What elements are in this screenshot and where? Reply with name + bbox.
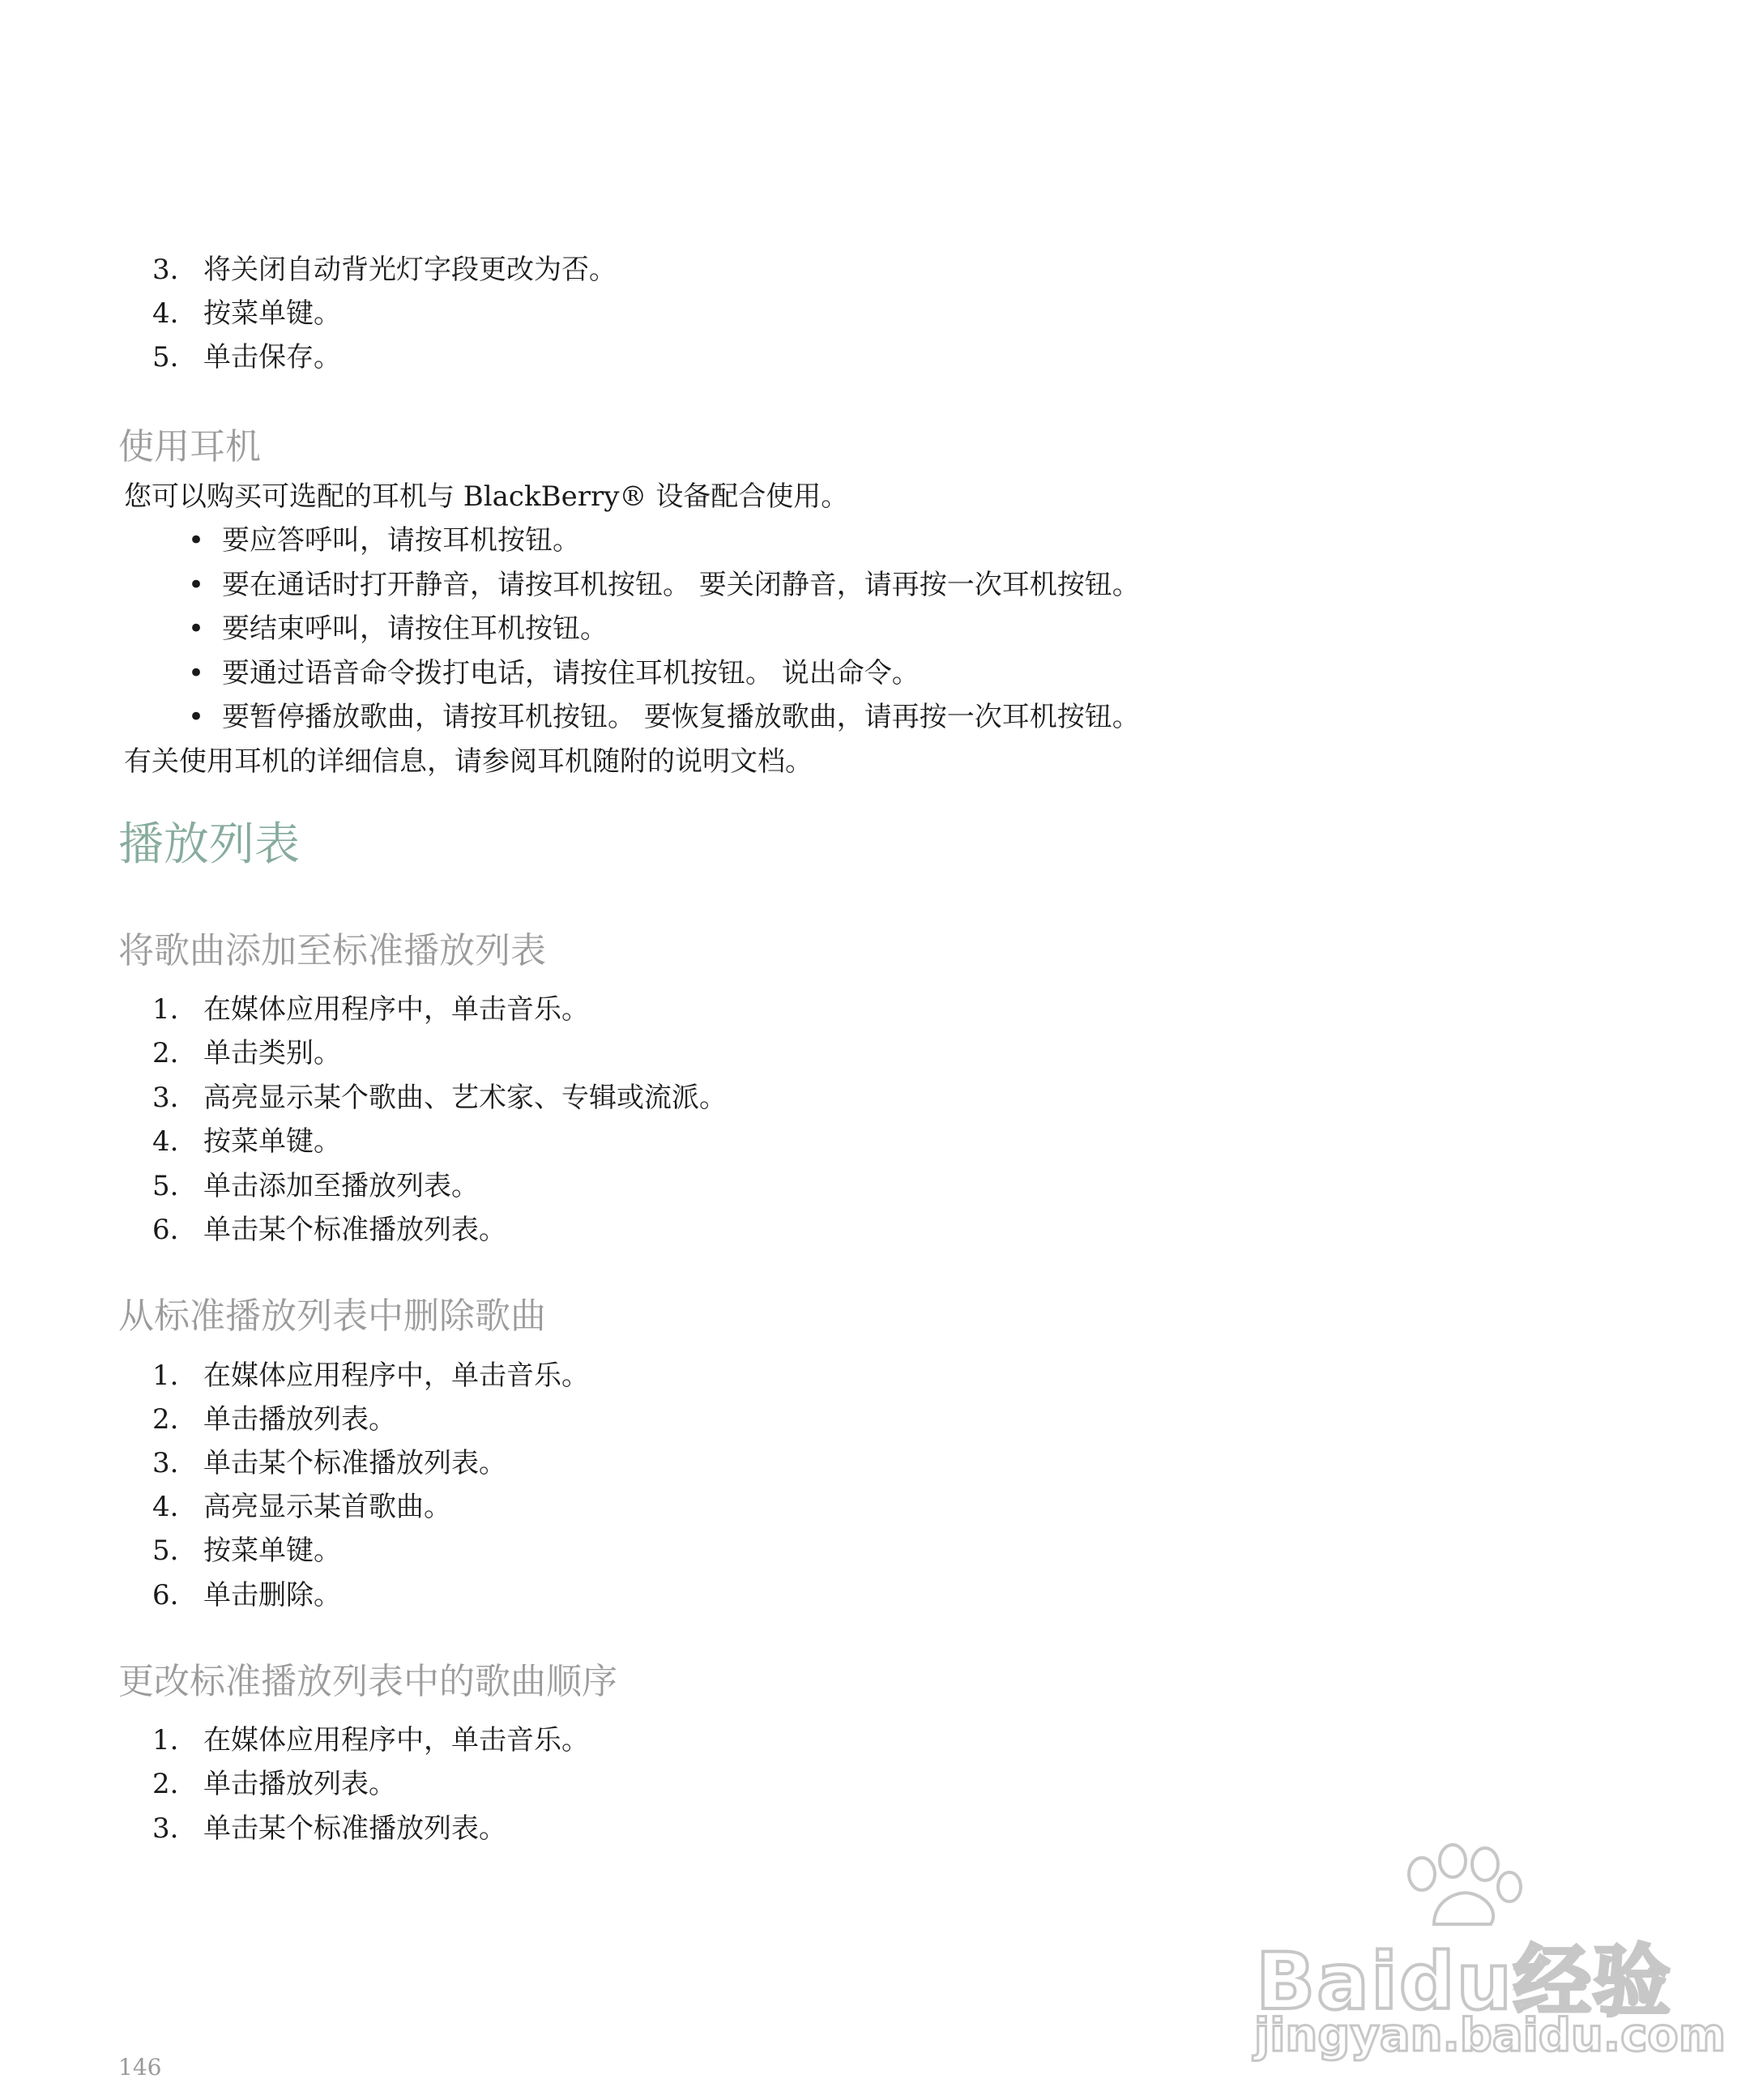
bullet-dot: • <box>188 701 205 733</box>
step-text: 单击播放列表。 <box>203 1768 396 1800</box>
page-number: 146 <box>118 2054 162 2081</box>
watermark-logo: Baidu经验 <box>1256 1936 1672 2027</box>
bullet-text: 要在通话时打开静音，请按耳机按钮。 要关闭静音，请再按一次耳机按钮。 <box>222 569 1140 601</box>
step-text: 高亮显示某首歌曲。 <box>203 1491 451 1523</box>
step-number: 3. <box>152 1082 179 1114</box>
paw-icon <box>1389 1843 1527 1932</box>
step-number: 5. <box>152 1534 179 1567</box>
bullet-text: 要通过语音命令拨打电话，请按住耳机按钮。 说出命令。 <box>222 657 920 689</box>
step-text: 将关闭自动背光灯字段更改为否。 <box>203 254 617 286</box>
watermark-url: jingyan.baidu.com <box>1254 2009 1727 2062</box>
section-heading-reorder: 更改标准播放列表中的歌曲顺序 <box>118 1661 617 1702</box>
step-number: 4. <box>152 297 179 330</box>
step-text: 单击某个标准播放列表。 <box>203 1812 506 1845</box>
step-text: 在媒体应用程序中，单击音乐。 <box>203 1724 589 1756</box>
bullet-text: 要暂停播放歌曲，请按耳机按钮。 要恢复播放歌曲，请再按一次耳机按钮。 <box>222 701 1140 733</box>
bullet-dot: • <box>188 612 205 645</box>
step-text: 按菜单键。 <box>203 1534 341 1567</box>
step-number: 6. <box>152 1579 179 1611</box>
step-number: 3. <box>152 254 179 286</box>
bullet-dot: • <box>188 569 205 601</box>
step-text: 单击播放列表。 <box>203 1403 396 1436</box>
step-number: 2. <box>152 1768 179 1800</box>
section-heading-add-song: 将歌曲添加至标准播放列表 <box>118 930 546 971</box>
step-text: 按菜单键。 <box>203 297 341 330</box>
chapter-heading-playlists: 播放列表 <box>118 818 300 871</box>
step-text: 高亮显示某个歌曲、艺术家、专辑或流派。 <box>203 1082 727 1114</box>
headset-intro: 您可以购买可选配的耳机与 BlackBerry® 设备配合使用。 <box>124 480 849 513</box>
step-number: 2. <box>152 1403 179 1436</box>
step-number: 5. <box>152 1170 179 1202</box>
bullet-text: 要结束呼叫，请按住耳机按钮。 <box>222 612 608 645</box>
step-text: 单击删除。 <box>203 1579 341 1611</box>
step-text: 单击某个标准播放列表。 <box>203 1214 506 1246</box>
step-text: 单击添加至播放列表。 <box>203 1170 479 1202</box>
step-text: 单击某个标准播放列表。 <box>203 1447 506 1479</box>
step-number: 4. <box>152 1125 179 1158</box>
bullet-dot: • <box>188 657 205 689</box>
step-number: 2. <box>152 1037 179 1069</box>
step-number: 1. <box>152 993 179 1026</box>
section-heading-headset: 使用耳机 <box>118 426 261 467</box>
step-number: 3. <box>152 1812 179 1845</box>
bullet-text: 要应答呼叫，请按耳机按钮。 <box>222 524 580 557</box>
step-number: 1. <box>152 1724 179 1756</box>
step-number: 6. <box>152 1214 179 1246</box>
step-text: 单击类别。 <box>203 1037 341 1069</box>
step-text: 按菜单键。 <box>203 1125 341 1158</box>
step-number: 4. <box>152 1491 179 1523</box>
step-number: 1. <box>152 1359 179 1392</box>
bullet-dot: • <box>188 524 205 557</box>
step-number: 3. <box>152 1447 179 1479</box>
watermark <box>1240 1843 1727 2062</box>
headset-outro: 有关使用耳机的详细信息，请参阅耳机随附的说明文档。 <box>124 745 813 778</box>
step-text: 在媒体应用程序中，单击音乐。 <box>203 1359 589 1392</box>
step-text: 单击保存。 <box>203 341 341 373</box>
step-text: 在媒体应用程序中，单击音乐。 <box>203 993 589 1026</box>
section-heading-remove-song: 从标准播放列表中删除歌曲 <box>118 1295 546 1337</box>
step-number: 5. <box>152 341 179 373</box>
